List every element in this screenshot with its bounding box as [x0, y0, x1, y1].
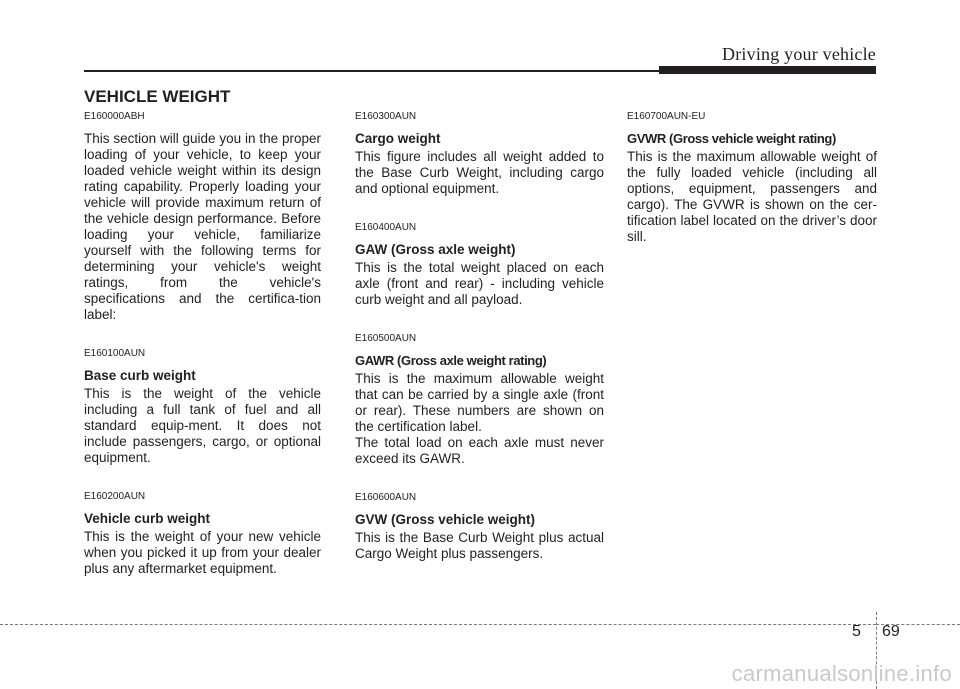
term-heading: Base curb weight	[84, 368, 196, 383]
block-gaw	[355, 222, 604, 308]
term-definition: This is the maximum allowable weight of the fully loaded vehicle (including all options, equipment, passengers and cargo). The GVWR is shown on the cer-tification label located on the driver’s door sill.	[627, 149, 877, 244]
block-gawr	[355, 333, 604, 467]
term-definition: This is the Base Curb Weight plus actual Cargo Weight plus passengers.	[355, 530, 604, 561]
footer-rule-left	[0, 624, 876, 625]
term-heading: Vehicle curb weight	[84, 511, 211, 526]
section-code: E160700AUN-EU	[627, 111, 706, 122]
term-definition: This figure includes all weight added to the Base Curb Weight, including cargo and optional equipment.	[355, 149, 604, 196]
term-heading: GVWR (Gross vehicle weight rating)	[627, 131, 836, 146]
term-definition: This is the weight of the vehicle including a full tank of fuel and all standard equip-ment. It does not include passengers, cargo, or optional equipment.	[84, 386, 321, 465]
block-vehicle-curb-weight	[84, 491, 321, 577]
section-code: E160300AUN	[355, 111, 417, 122]
block-base-curb-weight	[84, 348, 321, 466]
block-gvwr	[627, 111, 877, 245]
intro-paragraph: This section will guide you in the proper loading of your vehicle, to keep your loaded vehicle weight within its design rating capability. Properly loading your vehicle will provide maximum return of the vehicle design performance. Before loading your vehicle, familiarize yourself with the following terms for determining your vehicle's weight ratings, from the vehicle's specifications and the certifica-tion label:	[84, 131, 321, 322]
block-intro	[84, 111, 321, 323]
column-2	[355, 111, 604, 587]
section-code: E160400AUN	[355, 222, 417, 233]
term-heading: GVW (Gross vehicle weight)	[355, 512, 536, 527]
term-heading: GAWR (Gross axle weight rating)	[355, 353, 547, 368]
block-gvw	[355, 492, 604, 562]
chapter-number: 5	[852, 623, 861, 640]
block-cargo-weight	[355, 111, 604, 197]
section-code: E160100AUN	[84, 348, 146, 359]
header-bar	[659, 66, 876, 74]
section-code: E160500AUN	[355, 333, 417, 344]
header-rule	[84, 70, 659, 72]
term-definition: This is the maximum allowable weight that can be carried by a single axle (front or rear). These numbers are shown on the certification label. The total load on each axle must never exceed its GAWR.	[355, 371, 604, 466]
term-heading: GAW (Gross axle weight)	[355, 242, 516, 257]
section-title: VEHICLE WEIGHT	[84, 87, 231, 106]
term-definition: This is the weight of your new vehicle when you picked it up from your dealer plus any aftermarket equipment.	[84, 529, 321, 576]
section-code: E160000ABH	[84, 111, 145, 122]
running-header-title: Driving your vehicle	[722, 44, 876, 64]
term-heading: Cargo weight	[355, 131, 441, 146]
column-1	[84, 111, 321, 602]
column-3	[627, 111, 877, 270]
watermark-text: carmanualsonline.info	[731, 661, 952, 686]
page-number: 69	[882, 623, 900, 640]
term-definition: This is the total weight placed on each axle (front and rear) - including vehicle curb weight and all payload.	[355, 260, 604, 307]
section-code: E160200AUN	[84, 491, 146, 502]
section-code: E160600AUN	[355, 492, 417, 503]
